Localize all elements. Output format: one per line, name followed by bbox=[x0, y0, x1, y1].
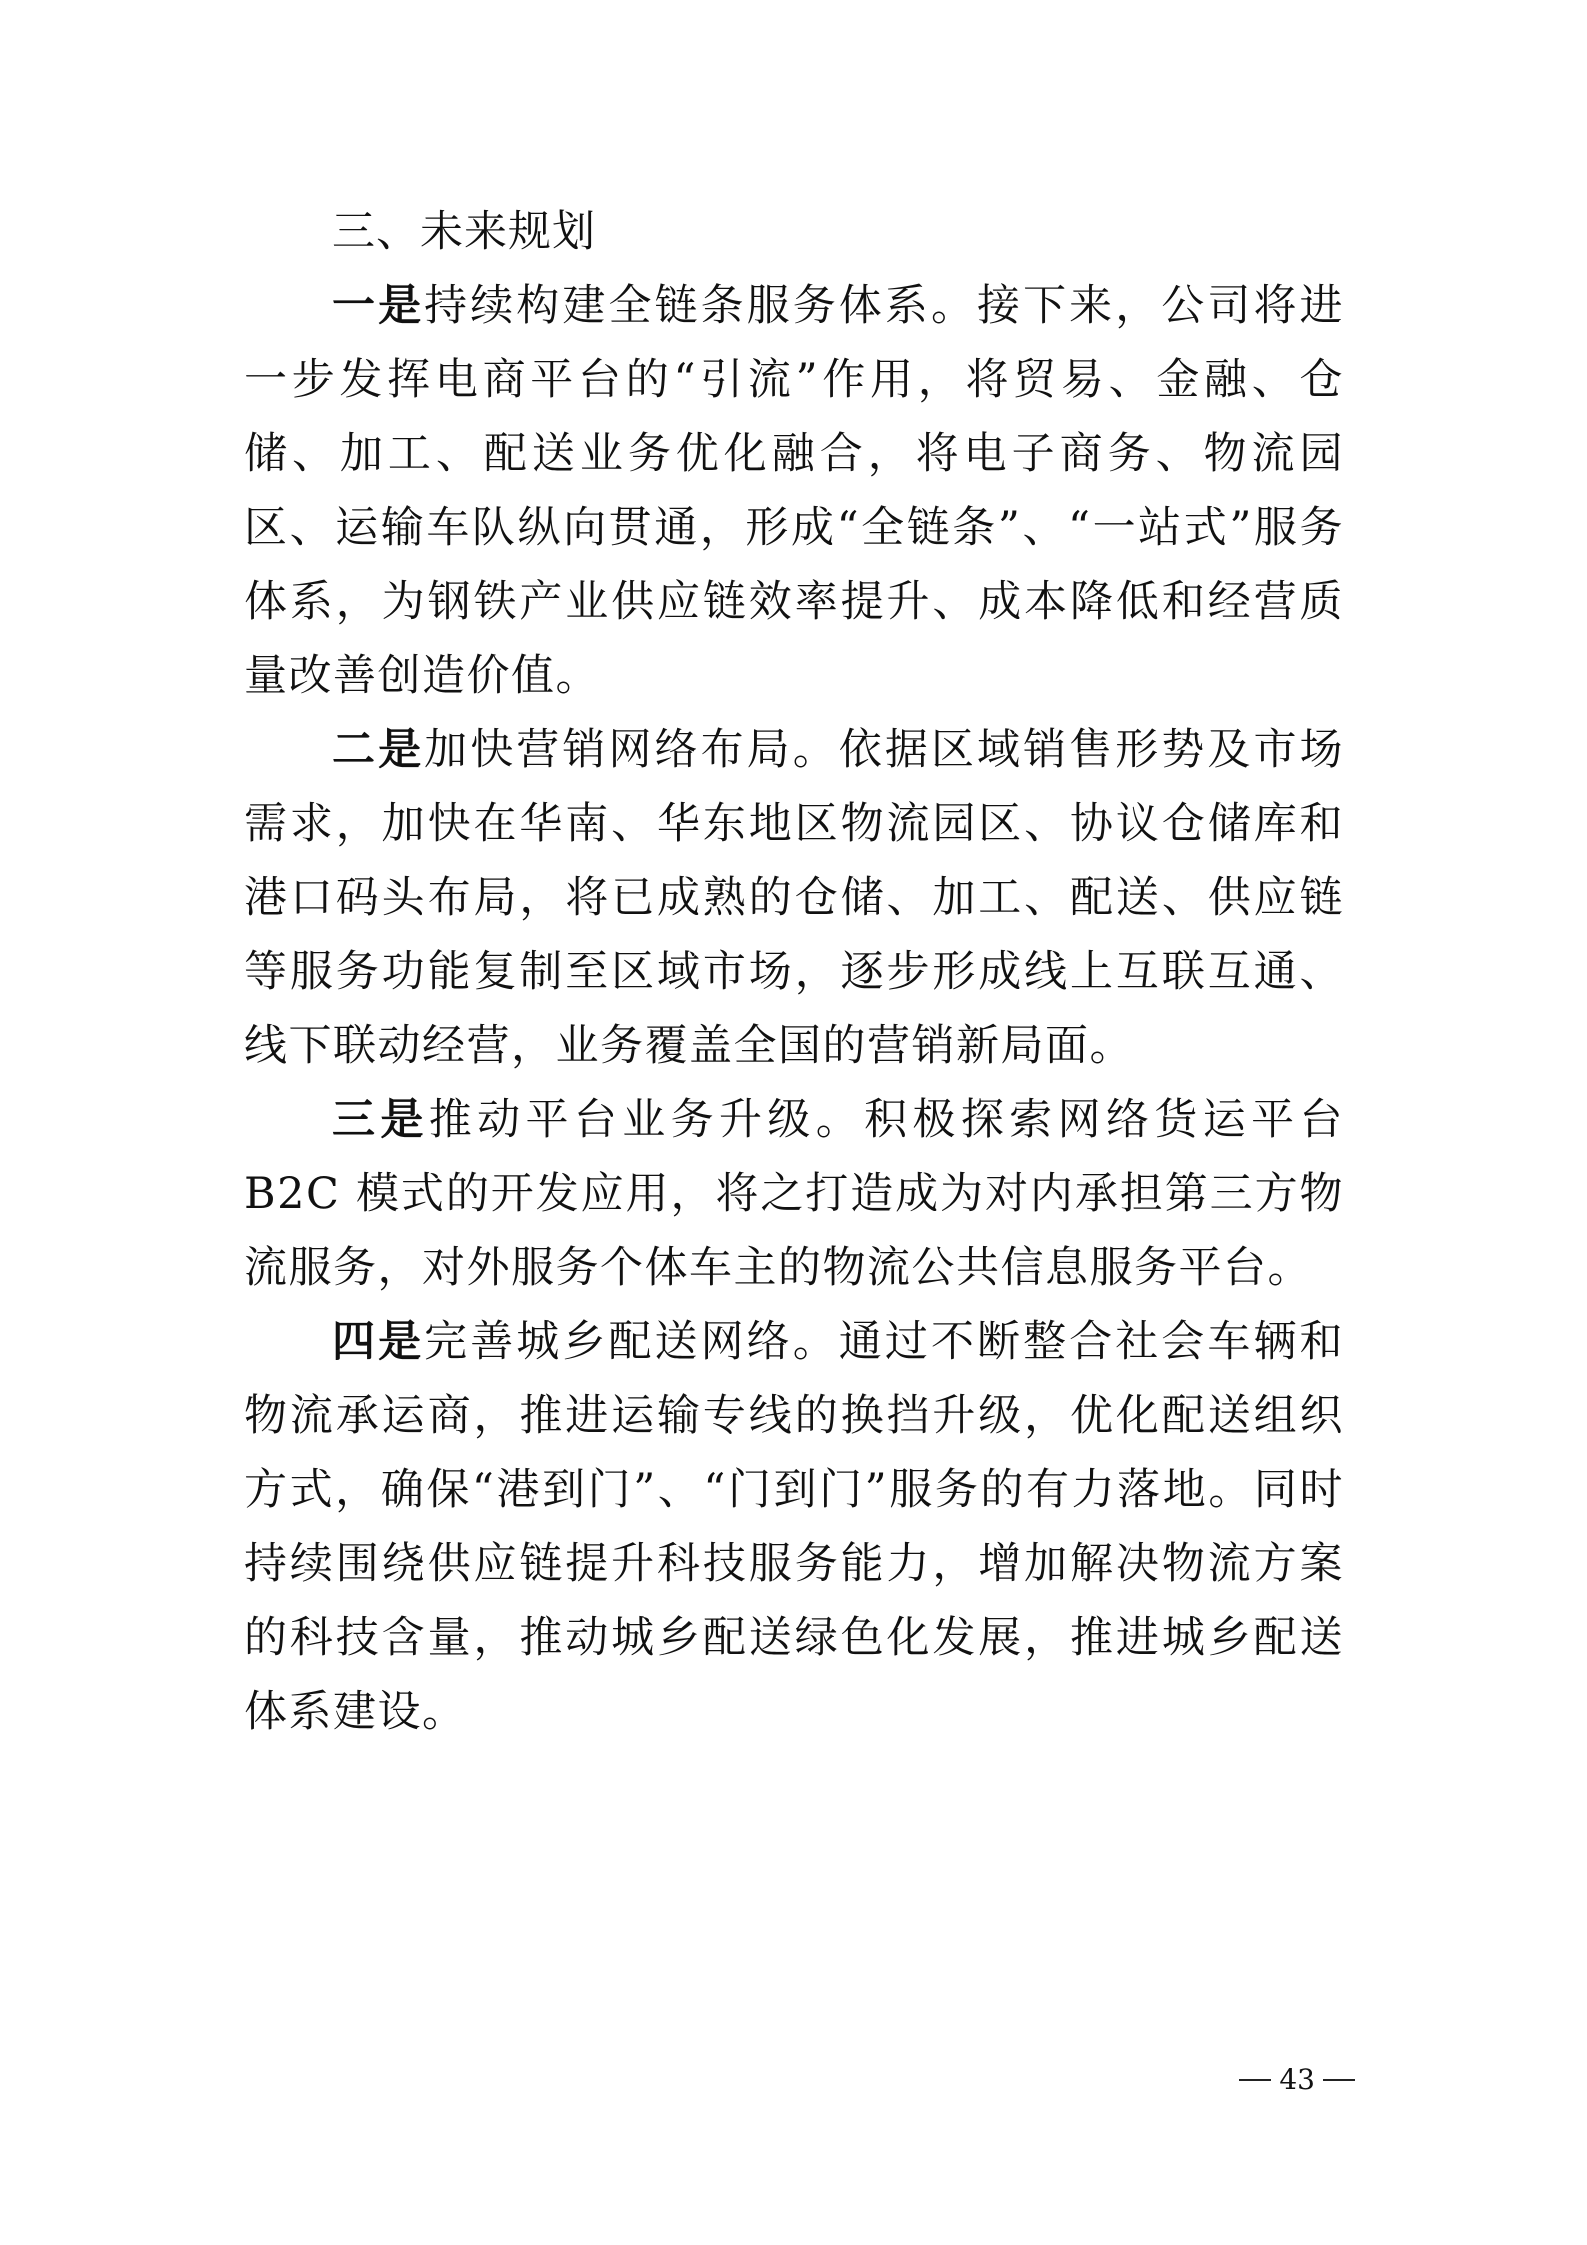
footer-dash-left bbox=[1239, 2079, 1271, 2081]
paragraph-3 bbox=[244, 1083, 1344, 1305]
paragraph-lead: 三是 bbox=[332, 1095, 429, 1145]
paragraph-body: 推动平台业务升级。积极探索网络货运平台 B2C 模式的开发应用，将之打造成为对内承担第三方物流服务，对外服务个体车主的物流公共信息服务平台。 bbox=[244, 1095, 1344, 1293]
section-heading: 三、未来规划 bbox=[332, 207, 596, 257]
paragraph-body: 完善城乡配送网络。通过不断整合社会车辆和物流承运商，推进运输专线的换挡升级，优化配送组织方式，确保“港到门”、“门到门”服务的有力落地。同时持续围绕供应链提升科技服务能力，增加解决物流方案的科技含量，推动城乡配送绿色化发展，推进城乡配送体系建设。 bbox=[244, 1317, 1345, 1737]
document-body bbox=[244, 195, 1344, 1749]
paragraph-lead: 四是 bbox=[332, 1317, 425, 1367]
page-footer bbox=[1239, 2060, 1355, 2100]
paragraph-lead: 一是 bbox=[332, 281, 425, 331]
paragraph-1 bbox=[244, 269, 1344, 713]
paragraph-2 bbox=[244, 713, 1344, 1083]
paragraph-body: 持续构建全链条服务体系。接下来，公司将进一步发挥电商平台的“引流”作用，将贸易、金融、仓储、加工、配送业务优化融合，将电子商务、物流园区、运输车队纵向贯通，形成“全链条”、“一站式”服务体系，为钢铁产业供应链效率提升、成本降低和经营质量改善创造价值。 bbox=[244, 281, 1345, 701]
paragraph-lead: 二是 bbox=[332, 725, 425, 775]
footer-dash-right bbox=[1323, 2079, 1355, 2081]
paragraph-4 bbox=[244, 1305, 1344, 1749]
paragraph-body: 加快营销网络布局。依据区域销售形势及市场需求，加快在华南、华东地区物流园区、协议仓储库和港口码头布局，将已成熟的仓储、加工、配送、供应链等服务功能复制至区域市场，逐步形成线上互联互通、线下联动经营，业务覆盖全国的营销新局面。 bbox=[244, 725, 1345, 1071]
page-number: 43 bbox=[1279, 2063, 1315, 2096]
